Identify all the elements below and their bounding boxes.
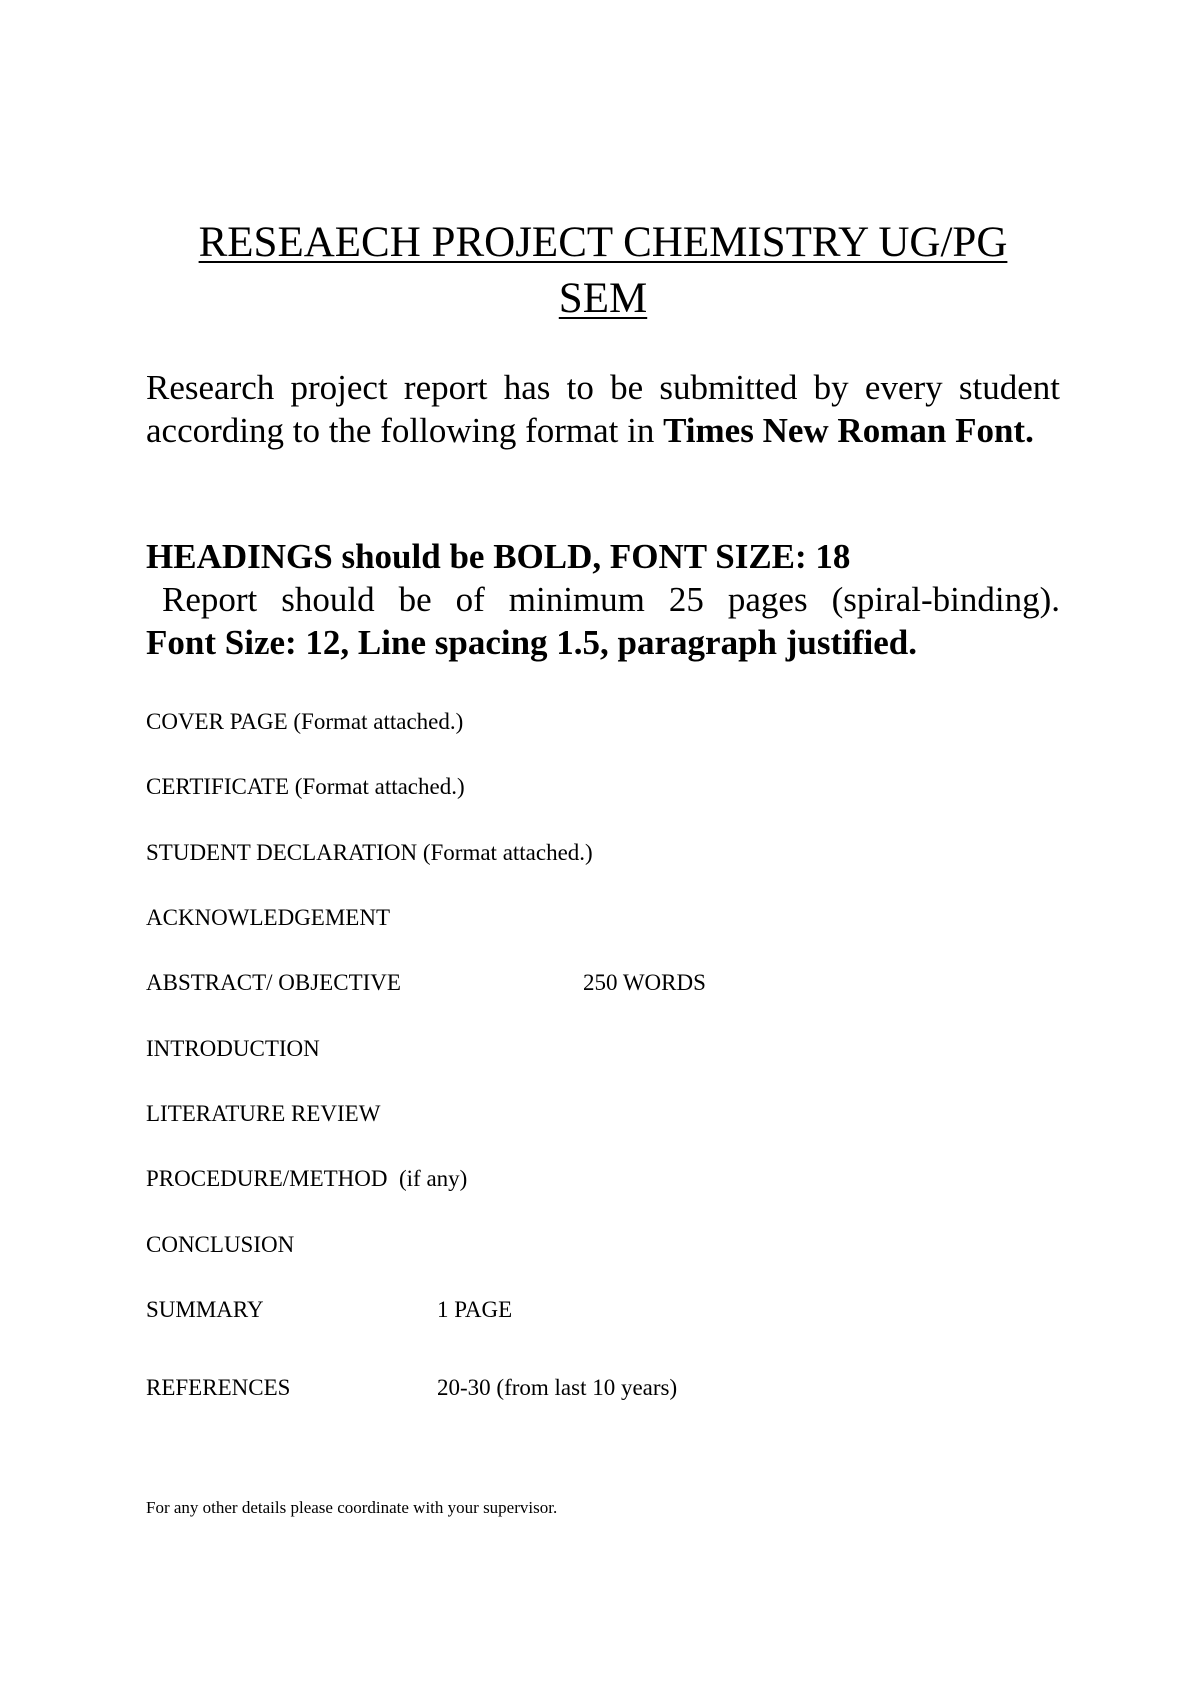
section-item-references (146, 1373, 678, 1403)
section-detail: 1 PAGE (437, 1297, 513, 1322)
section-item-literature-review (146, 1099, 380, 1129)
section-item-conclusion (146, 1230, 294, 1260)
document-title (146, 215, 1060, 327)
section-label: STUDENT DECLARATION (Format attached.) (146, 840, 593, 865)
section-item-introduction (146, 1034, 320, 1064)
section-detail: 250 WORDS (583, 970, 706, 995)
section-item-student-declaration (146, 838, 593, 868)
section-label: LITERATURE REVIEW (146, 1101, 381, 1126)
title-line-2: SEM (558, 275, 648, 322)
section-label: CONCLUSION (146, 1232, 295, 1257)
footer-note: For any other details please coordinate with your supervisor. (146, 1498, 558, 1517)
section-detail: 20-30 (from last 10 years) (437, 1375, 678, 1400)
section-label: INTRODUCTION (146, 1036, 320, 1061)
section-label: PROCEDURE/METHOD (if any) (146, 1166, 468, 1191)
section-label: CERTIFICATE (Format attached.) (146, 774, 465, 799)
title-line-1: RESEAECH PROJECT CHEMISTRY UG/PG (198, 219, 1008, 266)
section-item-summary (146, 1295, 513, 1325)
section-item-certificate (146, 772, 465, 802)
section-label: REFERENCES (146, 1375, 291, 1400)
section-item-cover-page (146, 707, 463, 737)
section-item-abstract (146, 968, 706, 998)
intro-paragraph (146, 366, 1060, 452)
intro-font-name: Times New Roman Font. (663, 411, 1034, 450)
format-rule: Font Size: 12, Line spacing 1.5, paragraph justified. (146, 623, 918, 662)
section-label: SUMMARY (146, 1297, 264, 1322)
section-label: ACKNOWLEDGEMENT (146, 905, 391, 930)
section-label: ABSTRACT/ OBJECTIVE (146, 970, 401, 995)
section-item-acknowledgement (146, 903, 390, 933)
section-label: COVER PAGE (Format attached.) (146, 709, 464, 734)
section-item-procedure-method (146, 1164, 467, 1194)
report-rules-paragraph (146, 578, 1060, 664)
headings-rule: HEADINGS should be BOLD, FONT SIZE: 18 (146, 537, 851, 576)
intro-text: Research project report has to be submitted by every student according to the following format in (146, 368, 1060, 450)
report-length-rule: Report should be of minimum 25 pages (spiral-binding). (162, 580, 1060, 619)
